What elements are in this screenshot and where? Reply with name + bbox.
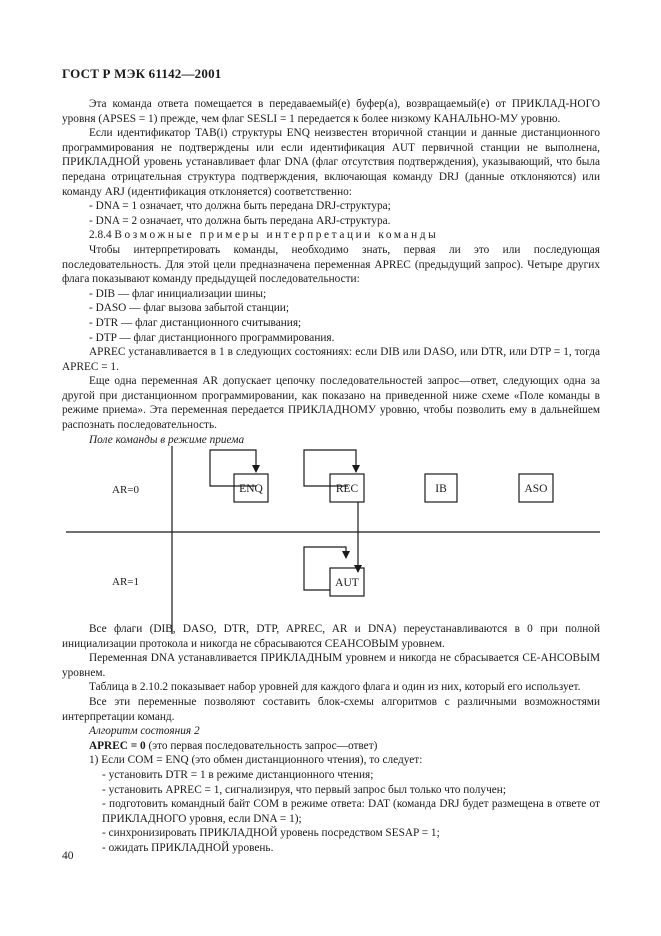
- list-item: - DIB — флаг инициализации шины;: [89, 287, 267, 300]
- command-field-diagram: [62, 446, 600, 634]
- section-title: Возможные примеры интерпретации команды: [114, 229, 439, 242]
- text-block-2: [62, 622, 600, 856]
- list-item: - DNA = 2 означает, что должна быть передана ARJ-структура.: [89, 214, 391, 227]
- paragraph: Еще одна переменная AR допускает цепочку последовательностей запрос—ответ, следующих одна за другой при дистанционном программировании, как показано на приведенной ниже схеме «Поле команды в режиме приема». Эта переменная передается ПРИКЛАДНОМУ уровню, чтобы позволить ему в дальнейшем распознать последовательность.: [62, 375, 600, 432]
- page-number: 40: [62, 850, 74, 862]
- section-number: 2.8.4: [89, 229, 112, 242]
- rec-box-label: REC: [335, 483, 359, 495]
- aprec-bold: APREC = 0: [89, 739, 146, 752]
- algorithm-title: Алгоритм состояния 2: [89, 725, 200, 738]
- section-heading: [62, 228, 600, 243]
- row-label-ar0: AR=0: [112, 484, 139, 496]
- list-item: - DNA = 1 означает, что должна быть передана DRJ-структура;: [89, 200, 391, 213]
- aso-box-label: ASO: [524, 483, 548, 495]
- list-item: - DASO — флаг вызова забытой станции;: [89, 302, 289, 315]
- paragraph: Если идентификатор TAB(i) структуры ENQ неизвестен вторичной станции и данные дистанционного программирования не подтверждены или если идентификация AUT первичной станции не выполнена, ПРИКЛАДНОЙ уровень устанавливает флаг DNA (флаг отсутствия подтверждения), указывающий, что была передана отрицательная структура подтверждения, включающая команду DRJ (данные отклоняются) или команду ARJ (идентификация отклоняется) соответственно:: [62, 127, 600, 198]
- paragraph: Все флаги (DIB, DASO, DTR, DTP, APREC, AR и DNA) переустанавливаются в 0 при полной инициализации протокола и никогда не сбрасываются СЕАНСОВЫМ уровнем.: [62, 623, 600, 650]
- list-item: - подготовить командный байт COM в режиме ответа: DAT (команда DRJ будет размещена в ответе от ПРИКЛАДНОГО уровня, если DNA = 1);: [102, 798, 600, 825]
- enq-box-label: ENQ: [239, 483, 263, 495]
- aut-box-label: AUT: [335, 577, 359, 589]
- list-item: - ожидать ПРИКЛАДНОЙ уровень.: [102, 841, 274, 854]
- paragraph: Эта команда ответа помещается в передаваемый(е) буфер(а), возвращаемый(е) от ПРИКЛАД-НОГО уровня (APSES = 1) прежде, чем флаг SESLI = 1 передается к более низкому КАНАЛЬНО-МУ уровню.: [62, 98, 600, 125]
- list-item: - установить DTR = 1 в режиме дистанционного чтения;: [102, 768, 374, 781]
- paragraph: Все эти переменные позволяют составить блок-схемы алгоритмов с различными возможностями интерпретации команд.: [62, 695, 600, 723]
- paragraph: Переменная DNA устанавливается ПРИКЛАДНЫМ уровнем и никогда не сбрасывается СЕ-АНСОВЫМ уровнем.: [62, 652, 600, 679]
- text-block-1: [62, 97, 600, 447]
- page-header: ГОСТ Р МЭК 61142—2001: [62, 66, 222, 81]
- list-item: - DTR — флаг дистанционного считывания;: [89, 316, 302, 329]
- list-item: - установить APREC = 1, сигнализируя, что первый запрос был только что получен;: [102, 783, 506, 796]
- step-1: 1) Если COM = ENQ (это обмен дистанционного чтения), то следует:: [89, 754, 423, 767]
- list-item: - синхронизировать ПРИКЛАДНОЙ уровень посредством SESAP = 1;: [102, 827, 440, 840]
- aprec-line: [62, 739, 600, 754]
- row-label-ar1: AR=1: [112, 576, 139, 588]
- paragraph: Чтобы интерпретировать команды, необходимо знать, первая ли это или последующая последовательность. Для этой цели предназначена переменная APREC (предыдущий запрос). Четыре других флага показывают команду предыдущей последовательности:: [62, 243, 600, 286]
- ib-box-label: IB: [435, 483, 447, 495]
- paragraph: Таблица в 2.10.2 показывает набор уровней для каждого флага и один из них, который его использует.: [89, 681, 581, 694]
- diagram-caption: Поле команды в режиме приема: [89, 433, 245, 446]
- paragraph: APREC устанавливается в 1 в следующих состояниях: если DIB или DASO, или DTR, или DTP = 1, тогда APREC = 1.: [62, 346, 600, 373]
- enq-loop-arrow: [210, 450, 256, 486]
- list-item: - DTP — флаг дистанционного программирования.: [89, 331, 335, 344]
- aprec-note: (это первая последовательность запрос—ответ): [145, 739, 378, 752]
